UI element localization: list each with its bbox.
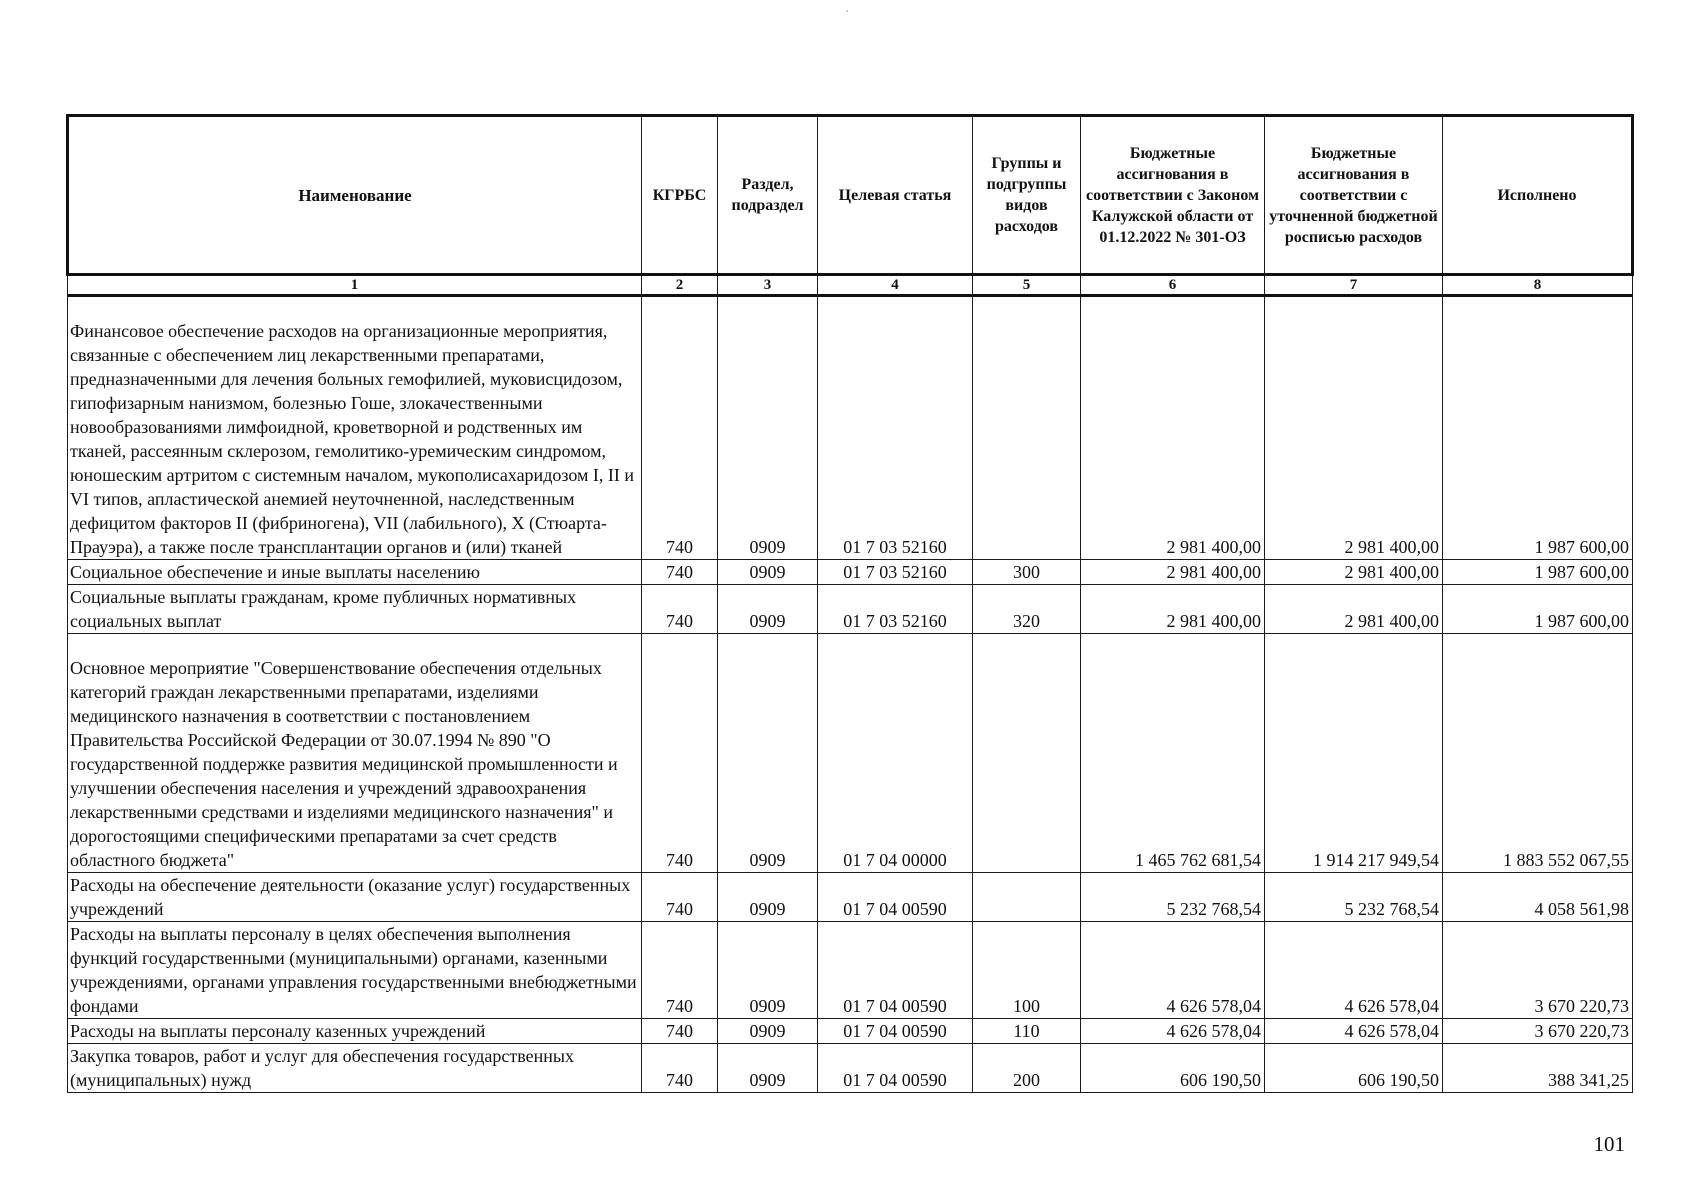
- row-group: 200: [973, 1044, 1081, 1093]
- row-executed-amount: 1 883 552 067,55: [1443, 634, 1633, 873]
- row-name: Закупка товаров, работ и услуг для обеспечения государственных (муниципальных) нужд: [68, 1044, 642, 1093]
- row-kgrbs: 740: [642, 922, 718, 1019]
- row-section: 0909: [718, 1019, 818, 1044]
- row-target: 01 7 04 00590: [818, 1019, 973, 1044]
- row-executed-amount: 388 341,25: [1443, 1044, 1633, 1093]
- row-refined-amount: 1 914 217 949,54: [1265, 634, 1443, 873]
- row-target: 01 7 04 00590: [818, 1044, 973, 1093]
- row-name: Расходы на выплаты персоналу казенных учреждений: [68, 1019, 642, 1044]
- row-name: Социальные выплаты гражданам, кроме публичных нормативных социальных выплат: [68, 585, 642, 634]
- row-law-amount: 4 626 578,04: [1081, 922, 1265, 1019]
- header-law-allocations: Бюджетные ассигнования в соответствии с Законом Калужской области от 01.12.2022 № 301-ОЗ: [1081, 116, 1265, 275]
- column-number: 1: [68, 275, 642, 296]
- row-refined-amount: 4 626 578,04: [1265, 1019, 1443, 1044]
- row-law-amount: 1 465 762 681,54: [1081, 634, 1265, 873]
- column-number: 2: [642, 275, 718, 296]
- row-executed-amount: 1 987 600,00: [1443, 296, 1633, 560]
- header-target-article: Целевая статья: [818, 116, 973, 275]
- column-number: 4: [818, 275, 973, 296]
- row-executed-amount: 1 987 600,00: [1443, 585, 1633, 634]
- row-section: 0909: [718, 560, 818, 585]
- row-law-amount: 606 190,50: [1081, 1044, 1265, 1093]
- row-group: 110: [973, 1019, 1081, 1044]
- row-section: 0909: [718, 1044, 818, 1093]
- row-kgrbs: 740: [642, 1044, 718, 1093]
- row-law-amount: 2 981 400,00: [1081, 296, 1265, 560]
- header-section: Раздел, подраздел: [718, 116, 818, 275]
- row-section: 0909: [718, 634, 818, 873]
- table-row: [68, 296, 1633, 560]
- row-section: 0909: [718, 873, 818, 922]
- budget-execution-table: [66, 114, 1634, 1093]
- header-kgrbs: КГРБС: [642, 116, 718, 275]
- row-kgrbs: 740: [642, 1019, 718, 1044]
- row-target: 01 7 04 00590: [818, 922, 973, 1019]
- row-group: [973, 634, 1081, 873]
- column-number: 7: [1265, 275, 1443, 296]
- row-kgrbs: 740: [642, 296, 718, 560]
- row-law-amount: 2 981 400,00: [1081, 560, 1265, 585]
- row-kgrbs: 740: [642, 585, 718, 634]
- row-kgrbs: 740: [642, 873, 718, 922]
- row-group: 320: [973, 585, 1081, 634]
- row-target: 01 7 04 00590: [818, 873, 973, 922]
- header-refined-allocations: Бюджетные ассигнования в соответствии с уточненной бюджетной росписью расходов: [1265, 116, 1443, 275]
- header-name: Наименование: [68, 116, 642, 275]
- row-target: 01 7 03 52160: [818, 296, 973, 560]
- column-number: 6: [1081, 275, 1265, 296]
- row-target: 01 7 04 00000: [818, 634, 973, 873]
- row-refined-amount: 2 981 400,00: [1265, 560, 1443, 585]
- table-row: [68, 1044, 1633, 1093]
- table-header-row: [68, 116, 1633, 275]
- column-number: 5: [973, 275, 1081, 296]
- row-name: Финансовое обеспечение расходов на организационные мероприятия, связанные с обеспечением лиц лекарственными препаратами, предназначенными для лечения больных гемофилией, муковисцидозом, гипофизарным нанизмом, болезнью Гоше, злокачественными новообразованиями лимфоидной, кроветворной и родственных им тканей, рассеянным склерозом, гемолитико-уремическим синдромом, юношеским артритом с системным началом, мукополисахаридозом I, II и VI типов, апластической анемией неуточненной, наследственным дефицитом факторов II (фибриногена), VII (лабильного), X (Стюарта-Прауэра), а также после трансплантации органов и (или) тканей: [68, 296, 642, 560]
- row-name: Расходы на обеспечение деятельности (оказание услуг) государственных учреждений: [68, 873, 642, 922]
- table-row: [68, 873, 1633, 922]
- row-refined-amount: 4 626 578,04: [1265, 922, 1443, 1019]
- row-name: Социальное обеспечение и иные выплаты населению: [68, 560, 642, 585]
- row-target: 01 7 03 52160: [818, 585, 973, 634]
- row-kgrbs: 740: [642, 634, 718, 873]
- row-refined-amount: 2 981 400,00: [1265, 296, 1443, 560]
- row-name: Основное мероприятие "Совершенствование обеспечения отдельных категорий граждан лекарственными препаратами, изделиями медицинского назначения в соответствии с постановлением Правительства Российской Федерации от 30.07.1994 № 890 "О государственной поддержке развития медицинской промышленности и улучшении обеспечения населения и учреждений здравоохранения лекарственными средствами и изделиями медицинского назначения" и дорогостоящими специфическими препаратами за счет средств областного бюджета": [68, 634, 642, 873]
- row-group: [973, 873, 1081, 922]
- header-expense-group: Группы и подгруппы видов расходов: [973, 116, 1081, 275]
- table-row: [68, 560, 1633, 585]
- row-executed-amount: 4 058 561,98: [1443, 873, 1633, 922]
- row-target: 01 7 03 52160: [818, 560, 973, 585]
- row-refined-amount: 5 232 768,54: [1265, 873, 1443, 922]
- table-row: [68, 634, 1633, 873]
- row-section: 0909: [718, 922, 818, 1019]
- row-law-amount: 2 981 400,00: [1081, 585, 1265, 634]
- row-section: 0909: [718, 585, 818, 634]
- scan-speck: [846, 10, 848, 12]
- row-refined-amount: 2 981 400,00: [1265, 585, 1443, 634]
- row-law-amount: 5 232 768,54: [1081, 873, 1265, 922]
- row-law-amount: 4 626 578,04: [1081, 1019, 1265, 1044]
- row-executed-amount: 3 670 220,73: [1443, 1019, 1633, 1044]
- column-number: 3: [718, 275, 818, 296]
- column-number: 8: [1443, 275, 1633, 296]
- row-group: 100: [973, 922, 1081, 1019]
- header-executed: Исполнено: [1443, 116, 1633, 275]
- table-row: [68, 585, 1633, 634]
- row-name: Расходы на выплаты персоналу в целях обеспечения выполнения функций государственными (муниципальными) органами, казенными учреждениями, органами управления государственными внебюджетными фондами: [68, 922, 642, 1019]
- row-kgrbs: 740: [642, 560, 718, 585]
- row-group: [973, 296, 1081, 560]
- row-executed-amount: 3 670 220,73: [1443, 922, 1633, 1019]
- table-row: [68, 1019, 1633, 1044]
- row-group: 300: [973, 560, 1081, 585]
- row-section: 0909: [718, 296, 818, 560]
- row-refined-amount: 606 190,50: [1265, 1044, 1443, 1093]
- page-number: 101: [1593, 1132, 1625, 1156]
- column-number-row: [68, 275, 1633, 296]
- table-row: [68, 922, 1633, 1019]
- row-executed-amount: 1 987 600,00: [1443, 560, 1633, 585]
